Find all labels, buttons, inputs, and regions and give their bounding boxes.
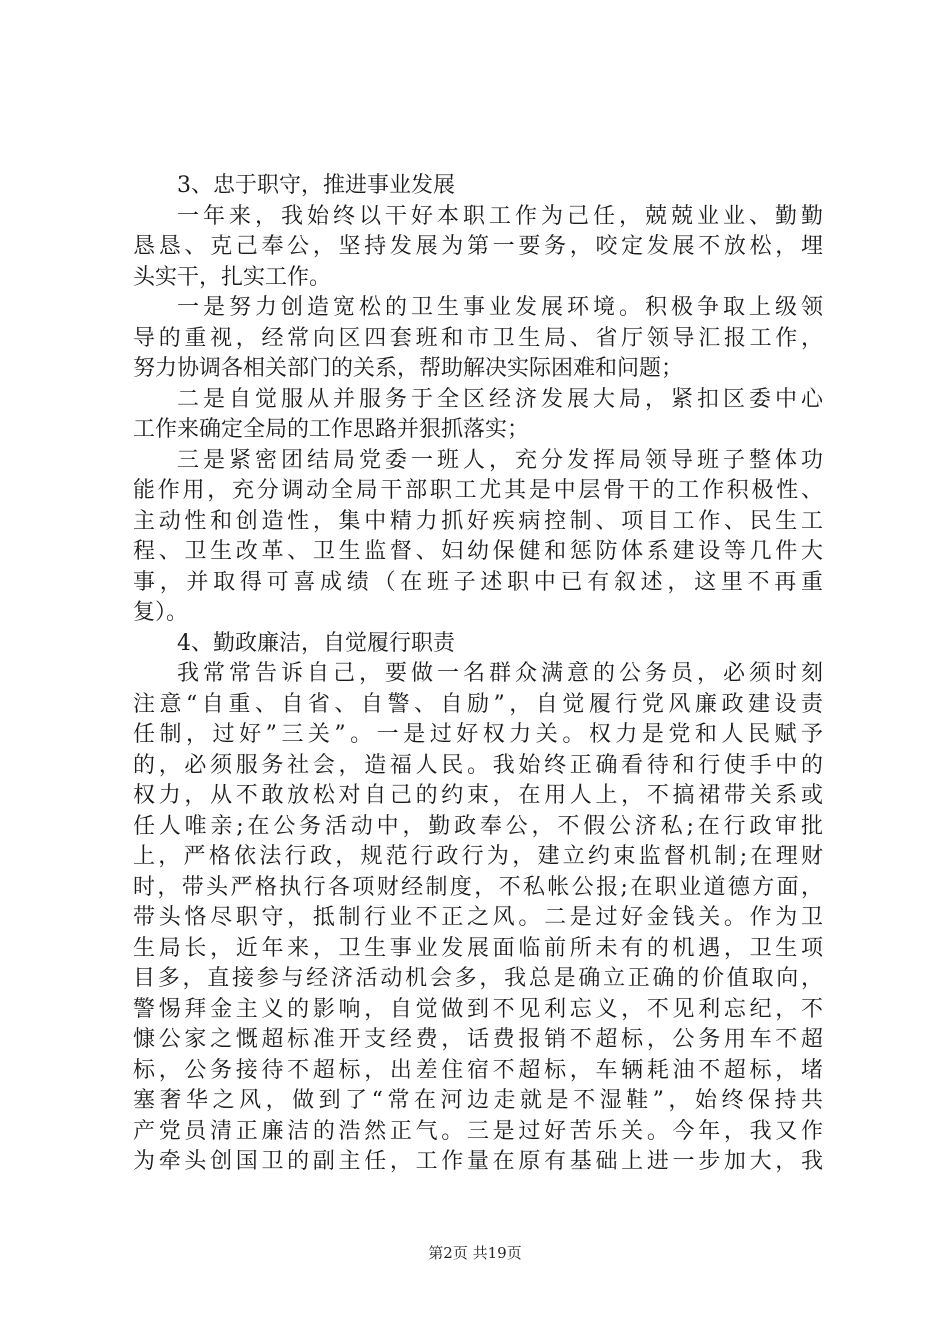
text-line: 恳恳、克己奉公，坚持发展为第一要务，咬定发展不放松，埋 — [133, 234, 823, 259]
text-line: 的，必须服务社会，造福人民。我始终正确看待和行使手中的 — [133, 752, 823, 778]
text-line: 目多，直接参与经济活动机会多，我总是确立正确的价值取向， — [133, 966, 823, 991]
text-line: 我常常告诉自己，要做一名群众满意的公务员，必须时刻 — [177, 661, 823, 686]
text-line: 带头恪尽职守，抵制行业不正之风。二是过好金钱关。作为卫 — [133, 905, 823, 930]
text-line: 任制，过好”三关”。一是过好权力关。权力是党和人民赋予 — [133, 722, 823, 747]
text-line: 权力，从不敢放松对自己的约束，在用人上，不搞裙带关系或 — [133, 783, 823, 808]
text-line: 复）。 — [133, 600, 189, 625]
text-line: 生局长，近年来，卫生事业发展面临前所未有的机遇，卫生项 — [133, 935, 823, 961]
document-body — [133, 171, 823, 1178]
text-line: 任人唯亲;在公务活动中，勤政奉公，不假公济私;在行政审批 — [133, 813, 823, 839]
text-line: 三是紧密团结局党委一班人，充分发挥局领导班子整体功 — [177, 447, 823, 473]
text-line: 程、卫生改革、卫生监督、妇幼保健和惩防体系建设等几件大 — [133, 539, 823, 564]
text-line: 一年来，我始终以干好本职工作为己任，兢兢业业、勤勤 — [177, 203, 823, 229]
text-line: 一是努力创造宽松的卫生事业发展环境。积极争取上级领 — [177, 295, 823, 320]
page-footer: 第2页 共19页 — [428, 1244, 522, 1262]
text-line: 上，严格依法行政，规范行政行为，建立约束监督机制;在理财 — [133, 844, 823, 869]
text-line: 3、忠于职守，推进事业发展 — [177, 173, 455, 198]
text-line: 时，带头严格执行各项财经制度，不私帐公报;在职业道德方面， — [133, 874, 823, 900]
text-line: 注意“自重、自省、自警、自励”，自觉履行党风廉政建设责 — [133, 691, 823, 717]
text-line: 二是自觉服从并服务于全区经济发展大局，紧扣区委中心 — [177, 386, 823, 412]
text-line: 警惕拜金主义的影响，自觉做到不见利忘义，不见利忘纪，不 — [133, 996, 823, 1022]
text-line: 头实干，扎实工作。 — [133, 264, 332, 290]
text-line: 导的重视，经常向区四套班和市卫生局、省厅领导汇报工作， — [133, 325, 823, 351]
text-line: 慷公家之慨超标准开支经费，话费报销不超标，公务用车不超 — [133, 1027, 823, 1052]
text-line: 事，并取得可喜成绩（在班子述职中已有叙述，这里不再重 — [133, 569, 823, 595]
text-line: 标，公务接待不超标，出差住宿不超标，车辆耗油不超标，堵 — [133, 1057, 823, 1083]
text-line: 能作用，充分调动全局干部职工尤其是中层骨干的工作积极性、 — [133, 478, 823, 503]
text-line: 努力协调各相关部门的关系，帮助解决实际困难和问题； — [133, 356, 684, 381]
text-line: 4、勤政廉洁，自觉履行职责 — [177, 630, 455, 656]
text-line: 为牵头创国卫的副主任，工作量在原有基础上进一步加大，我 — [133, 1149, 823, 1174]
text-line: 工作来确定全局的工作思路并狠抓落实； — [133, 417, 530, 442]
text-line: 主动性和创造性，集中精力抓好疾病控制、项目工作、民生工 — [133, 508, 823, 534]
text-line: 产党员清正廉洁的浩然正气。三是过好苦乐关。今年，我又作 — [133, 1118, 823, 1144]
text-line: 塞奢华之风，做到了“常在河边走就是不湿鞋”，始终保持共 — [133, 1088, 823, 1113]
